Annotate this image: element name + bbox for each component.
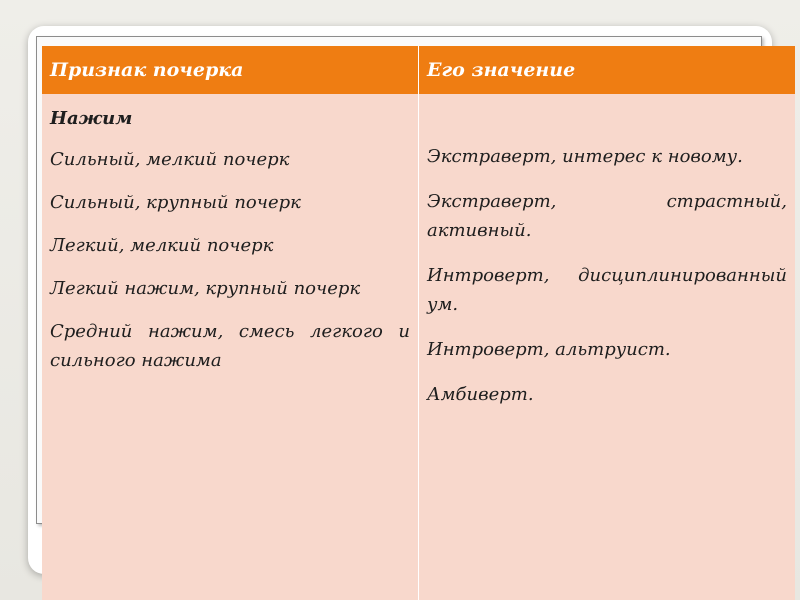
trait-item: Сильный, крупный почерк: [50, 192, 301, 213]
table-header-row: [42, 46, 795, 94]
trait-item: Средний нажим, смесь легкого и сильного нажима: [50, 321, 410, 371]
handwriting-traits-table: [42, 46, 795, 600]
meaning-list: [427, 104, 787, 409]
meaning-cell: [419, 94, 796, 600]
meaning-item: Экстраверт, страстный, активный.: [427, 191, 787, 241]
header-meaning: Его значение: [419, 46, 796, 94]
trait-item: Сильный, мелкий почерк: [50, 149, 290, 170]
trait-item: Легкий нажим, крупный почерк: [50, 278, 361, 299]
header-trait: Признак почерка: [42, 46, 419, 94]
meaning-item: Интроверт, дисциплинированный ум.: [427, 265, 787, 315]
trait-cell: [42, 94, 419, 600]
meaning-item: Экстраверт, интерес к новому.: [427, 146, 743, 167]
trait-item: Легкий, мелкий почерк: [50, 235, 274, 256]
meaning-item: Интроверт, альтруист.: [427, 339, 671, 360]
meaning-item: Амбиверт.: [427, 384, 534, 405]
pressure-heading: Нажим: [50, 108, 133, 129]
table-row: [42, 94, 795, 600]
